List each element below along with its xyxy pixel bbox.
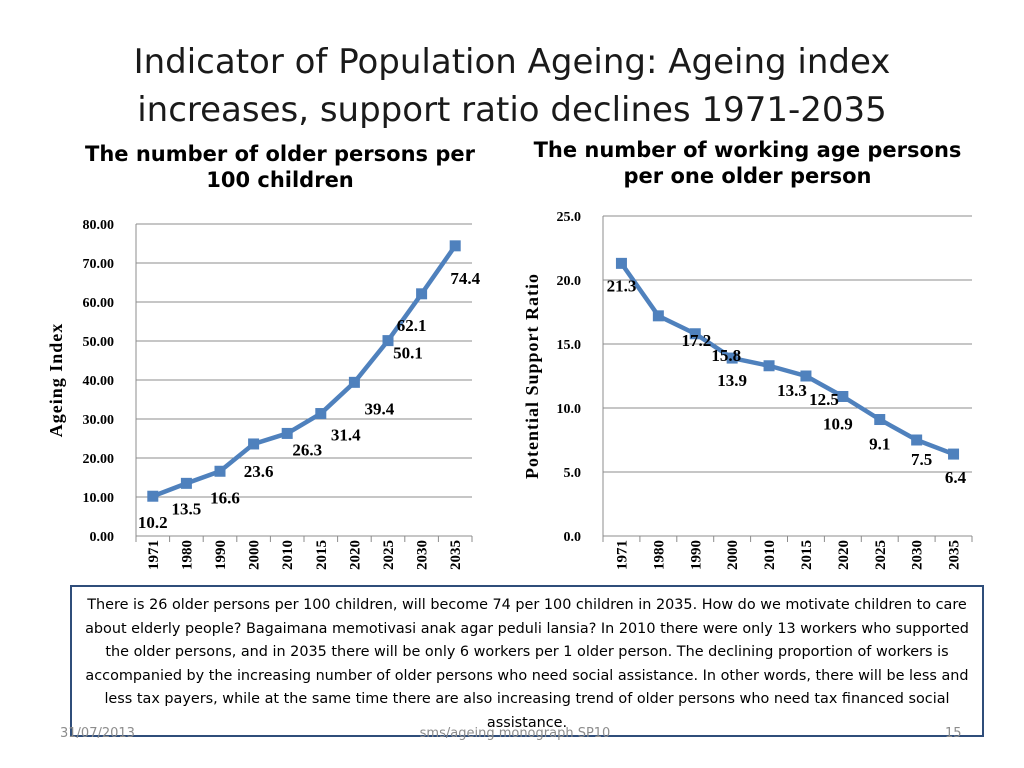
x-tick-label: 2020: [347, 540, 364, 570]
data-label: 9.1: [869, 434, 891, 454]
data-point-marker: [616, 258, 627, 269]
y-tick-label: 0.0: [563, 530, 581, 545]
x-tick-label: 1990: [688, 540, 705, 570]
data-label: 13.5: [171, 499, 202, 519]
y-tick-label: 30.00: [82, 413, 114, 428]
y-tick-label: 10.0: [556, 402, 581, 417]
x-tick-label: 2010: [762, 540, 779, 570]
x-tick-label: 2000: [246, 540, 263, 570]
x-tick-label: 2035: [946, 540, 963, 570]
x-tick-label: 2015: [313, 540, 330, 570]
x-tick-label: 2030: [414, 540, 431, 570]
y-tick-label: 25.0: [556, 210, 581, 225]
data-label: 16.6: [210, 488, 240, 508]
slide-title-line-1: Indicator of Population Ageing: Ageing index: [133, 42, 891, 82]
y-tick-label: 80.00: [82, 218, 114, 233]
x-tick-label: 1980: [651, 540, 668, 570]
y-tick-label: 70.00: [82, 257, 114, 272]
data-label: 74.4: [450, 268, 481, 288]
x-tick-label: 2010: [280, 540, 297, 570]
x-tick-label: 2000: [725, 540, 742, 570]
footer-source: sms/ageing monograph SP10: [419, 726, 611, 741]
footer-date: 31/07/2013: [60, 726, 135, 741]
data-point-marker: [653, 310, 664, 321]
data-label: 7.5: [911, 450, 933, 469]
x-tick-label: 2035: [448, 540, 465, 570]
x-tick-label: 2015: [798, 540, 815, 570]
data-label: 15.8: [711, 345, 742, 365]
x-tick-label: 1990: [213, 540, 229, 570]
data-point-marker: [874, 414, 885, 425]
data-label: 62.1: [396, 315, 427, 335]
data-label: 23.6: [243, 461, 274, 481]
x-tick-label: 2025: [381, 540, 397, 570]
data-point-marker: [764, 360, 775, 371]
y-tick-label: 20.00: [82, 452, 114, 467]
x-tick-label: 1971: [145, 540, 162, 570]
data-label: 6.4: [944, 468, 967, 488]
y-tick-label: 10.00: [82, 491, 114, 506]
y-tick-label: 0.00: [89, 530, 114, 545]
commentary-text: There is 26 older persons per 100 children, will become 74 per 100 children in 2035. How do we motivate children to care about elderly people? Bagaimana memotivasi anak agar peduli lansia? In 2010 there were only 13 workers who supported the older persons, and in 2035 there will be only 6 workers per 1 older person. The declining proportion of workers is accompanied by the increasing number of older persons who need social assistance. In other words, there will be less and less tax payers, while at the same time there are also increasing trend of older persons who need tax financed social assistance.: [85, 597, 969, 731]
commentary-box: [70, 585, 984, 737]
data-label: 26.3: [292, 440, 323, 460]
y-tick-label: 20.0: [556, 274, 581, 289]
data-label: 13.3: [777, 380, 807, 400]
y-tick-label: 60.00: [82, 296, 114, 311]
data-label: 10.2: [137, 513, 168, 533]
data-label: 39.4: [364, 399, 395, 419]
data-point-marker: [948, 449, 959, 460]
slide-number: 15: [945, 726, 962, 741]
data-label: 17.2: [681, 330, 712, 350]
support-ratio-chart-title: The number of working age persons per one older person: [533, 138, 962, 188]
y-axis-title: Potential Support Ratio: [522, 272, 542, 480]
x-tick-label: 1971: [614, 540, 631, 570]
data-label: 13.9: [717, 371, 748, 391]
data-label: 21.3: [606, 276, 637, 296]
data-label: 10.9: [822, 414, 853, 434]
x-tick-label: 1980: [179, 540, 196, 570]
series-line: [621, 263, 953, 454]
ageing-index-chart-title: The number of older persons per 100 children: [85, 142, 475, 192]
y-tick-label: 5.0: [563, 466, 581, 481]
y-tick-label: 40.00: [82, 374, 114, 389]
data-point-marker: [837, 391, 848, 402]
y-axis-title: Ageing Index: [46, 322, 66, 438]
data-label: 12.5: [809, 390, 839, 409]
data-point-marker: [911, 435, 922, 446]
data-label: 31.4: [330, 425, 361, 445]
x-tick-label: 2020: [835, 540, 852, 570]
x-tick-label: 2025: [872, 540, 889, 570]
y-tick-label: 50.00: [82, 335, 114, 350]
x-tick-label: 2030: [909, 540, 926, 570]
y-tick-label: 15.0: [556, 338, 581, 353]
slide-title-line-2: increases, support ratio declines 1971-2035: [137, 90, 887, 130]
data-label: 50.1: [393, 343, 423, 363]
